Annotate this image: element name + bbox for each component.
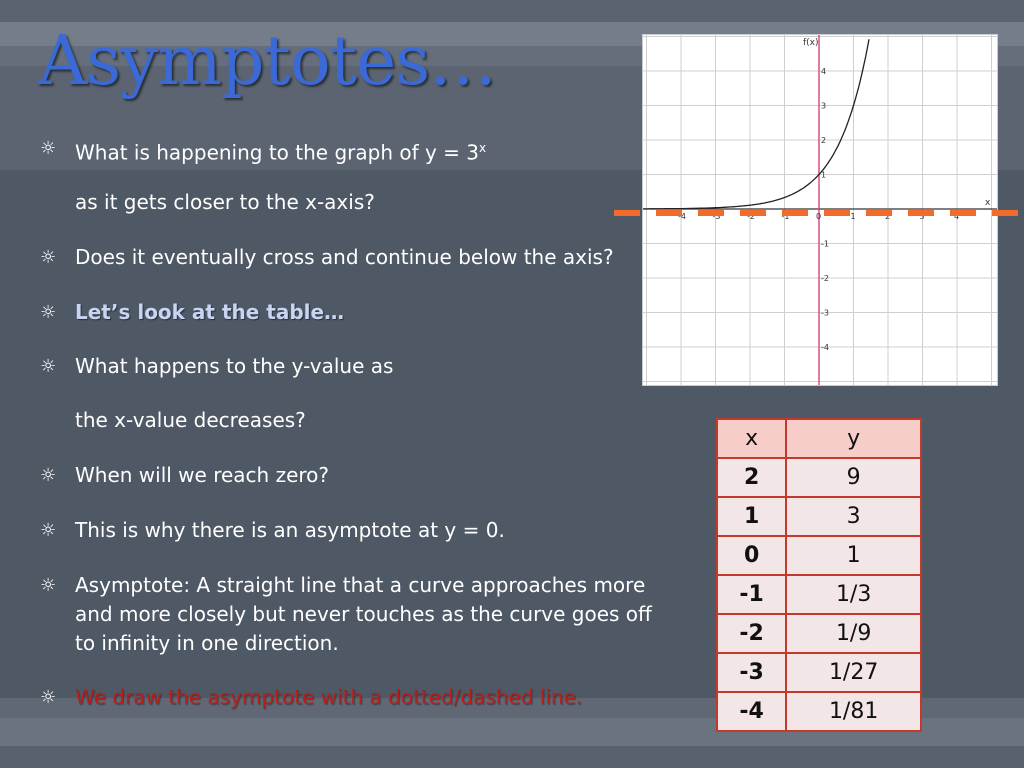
sun-icon: ☼ [40, 575, 57, 596]
bullet-text: Does it eventually cross and continue below the axis? [75, 245, 614, 269]
table-cell-y: 3 [786, 497, 921, 536]
bullet-continuation: the x-value decreases? [75, 408, 306, 432]
table-cell-x: -3 [717, 653, 786, 692]
sun-icon: ☼ [40, 687, 57, 708]
x-tick-label: 3 [919, 212, 925, 221]
y-tick-label: 2 [821, 136, 827, 145]
values-table [716, 418, 922, 732]
bullet-text: What happens to the y-value as [75, 354, 394, 378]
table-cell-x: 1 [717, 497, 786, 536]
table-row [717, 575, 921, 614]
table-cell-x: -4 [717, 692, 786, 731]
table-cell-y: 9 [786, 458, 921, 497]
y-tick-label: -2 [821, 274, 829, 283]
sun-icon: ☼ [40, 138, 57, 159]
bullet-text-highlight: Let’s look at the table… [75, 300, 345, 324]
table-row [717, 536, 921, 575]
table-cell-y: 1/9 [786, 614, 921, 653]
header-band [0, 0, 1024, 22]
x-tick-label: 0 [816, 212, 822, 221]
x-tick-label: -2 [747, 212, 755, 221]
table-row [717, 497, 921, 536]
x-tick-label: -4 [678, 212, 686, 221]
table-row [717, 692, 921, 731]
table-row [717, 458, 921, 497]
function-graph [642, 34, 998, 386]
table-cell-x: 2 [717, 458, 786, 497]
sun-icon: ☼ [40, 356, 57, 377]
bullet-text: This is why there is an asymptote at y = 0. [75, 518, 505, 542]
graph-plot-area [643, 35, 997, 385]
x-tick-label: -1 [781, 212, 790, 221]
x-tick-label: 2 [885, 212, 891, 221]
y-tick-label: 3 [821, 101, 827, 111]
table-cell-y: 1/3 [786, 575, 921, 614]
x-tick-label: 4 [954, 212, 960, 221]
x-tick-label: -3 [712, 212, 721, 221]
table-row [717, 653, 921, 692]
table-cell-y: 1/81 [786, 692, 921, 731]
exponential-curve [643, 39, 869, 209]
y-tick-label: -3 [821, 308, 829, 318]
sun-icon: ☼ [40, 247, 57, 268]
bullet-continuation: as it gets closer to the x-axis? [75, 190, 375, 214]
sun-icon: ☼ [40, 520, 57, 541]
y-tick-label: 4 [821, 67, 827, 76]
bullet-text-accent: We draw the asymptote with a dotted/dashed line. [75, 685, 583, 709]
slide-title: Asymptotes… [38, 22, 497, 101]
y-tick-label: 1 [821, 170, 827, 180]
table-cell-x: -1 [717, 575, 786, 614]
bullet-text: When will we reach zero? [75, 463, 330, 487]
table-header-row [717, 419, 921, 458]
footer-band [0, 746, 1024, 768]
x-axis-label: x [985, 198, 991, 208]
table-cell-y: 1/27 [786, 653, 921, 692]
bullet-text-main: What is happening to the graph of y = 3 [75, 140, 480, 165]
table-row [717, 614, 921, 653]
sun-icon: ☼ [40, 302, 57, 323]
sun-icon: ☼ [40, 465, 57, 486]
bullet-text [75, 134, 486, 168]
y-tick-label: -4 [821, 343, 829, 352]
table-cell-x: -2 [717, 614, 786, 653]
table-cell-x: 0 [717, 536, 786, 575]
x-tick-label: 1 [850, 212, 856, 221]
exponent: x [479, 141, 487, 155]
table-header-y: y [786, 419, 921, 458]
table-cell-y: 1 [786, 536, 921, 575]
table-header-x: x [717, 419, 786, 458]
y-tick-label: -1 [821, 239, 829, 249]
bullet-text-definition: Asymptote: A straight line that a curve approaches more and more closely but never touches as the curve goes off to infinity in one direction. [75, 573, 652, 655]
y-axis-label: f(x) [803, 38, 819, 48]
